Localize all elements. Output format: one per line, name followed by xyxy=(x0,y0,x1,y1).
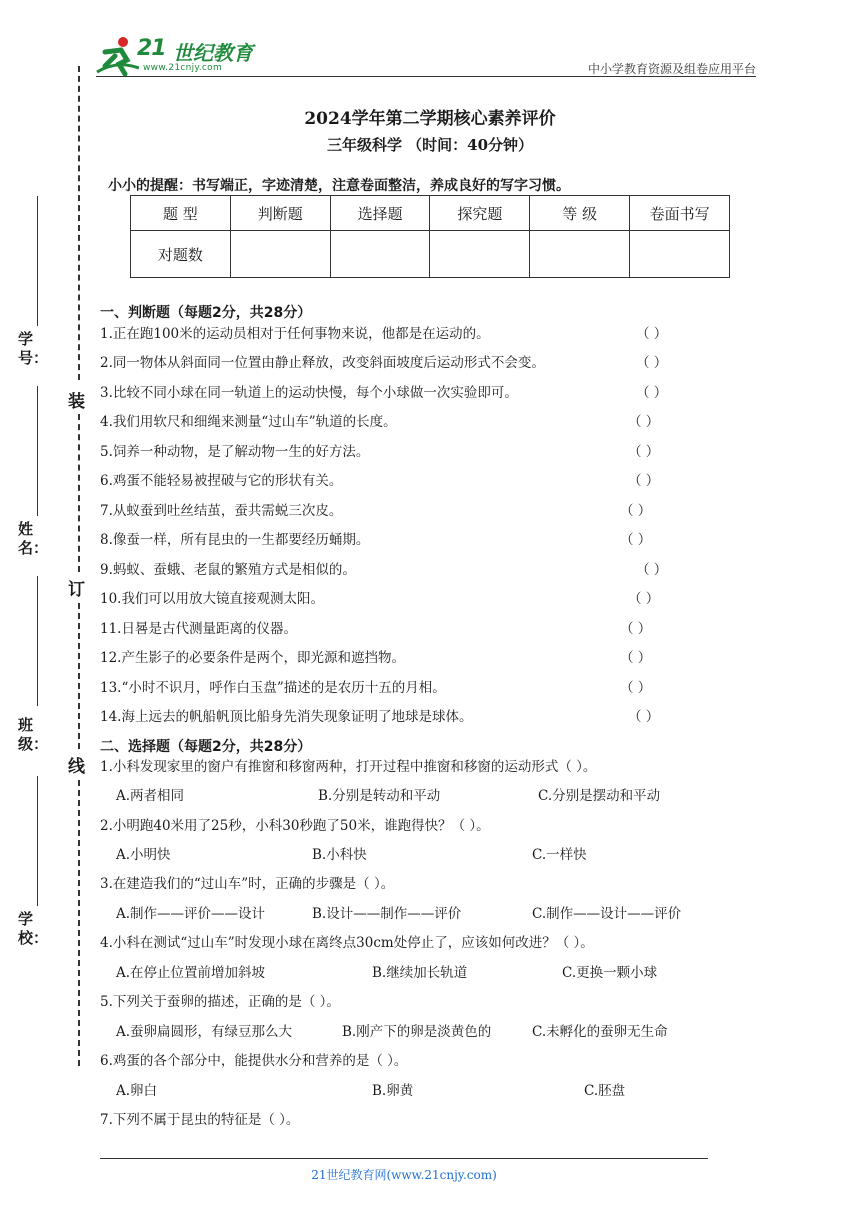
footer-divider xyxy=(100,1158,708,1159)
score-table xyxy=(130,195,730,278)
judgment-question: 12.产生影子的必要条件是两个，即光源和遮挡物。 xyxy=(100,650,405,666)
answer-paren[interactable]: （ ） xyxy=(636,326,668,342)
choice-option[interactable]: B.小科快 xyxy=(312,847,367,863)
choice-option[interactable]: C.一样快 xyxy=(532,847,587,863)
score-cell[interactable] xyxy=(630,231,730,278)
answer-paren[interactable]: （ ） xyxy=(628,591,660,607)
row-label-cell: 对题数 xyxy=(131,231,231,278)
logo-url: www.21cnjy.com xyxy=(143,63,223,73)
choice-question: 1.小科发现家里的窗户有推窗和移窗两种，打开过程中推窗和移窗的运动形式（ ）。 xyxy=(100,759,597,775)
school-write-line[interactable] xyxy=(37,776,38,906)
choice-question: 7.下列不属于昆虫的特征是（ ）。 xyxy=(100,1112,300,1128)
score-cell[interactable] xyxy=(530,231,630,278)
judgment-question: 5.饲养一种动物，是了解动物一生的好方法。 xyxy=(100,444,370,460)
judgment-question: 13.“小时不识月，呼作白玉盘”描述的是农历十五的月相。 xyxy=(100,680,446,696)
page-subtitle: 三年级科学 （时间：40分钟） xyxy=(326,136,534,154)
class-label: 班级： xyxy=(18,716,49,753)
choice-option[interactable]: C.分别是摆动和平动 xyxy=(538,788,661,804)
name-write-line[interactable] xyxy=(37,386,38,516)
school-label: 学校： xyxy=(18,910,49,947)
choice-option[interactable]: B.继续加长轨道 xyxy=(372,965,468,981)
score-cell[interactable] xyxy=(430,231,530,278)
judgment-question: 11.日晷是古代测量距离的仪器。 xyxy=(100,621,297,637)
table-header-cell: 探究题 xyxy=(430,196,530,231)
choice-option[interactable]: A.蚕卵扁圆形，有绿豆那么大 xyxy=(116,1024,293,1040)
logo-number: 21 xyxy=(137,36,166,61)
answer-paren[interactable]: （ ） xyxy=(620,503,652,519)
reminder-text: 小小的提醒：书写端正，字迹清楚，注意卷面整洁，养成良好的写字习惯。 xyxy=(108,178,570,194)
choice-option[interactable]: C.制作——设计——评价 xyxy=(532,906,682,922)
answer-paren[interactable]: （ ） xyxy=(620,680,652,696)
judgment-question: 4.我们用软尺和细绳来测量“过山车”轨道的长度。 xyxy=(100,414,397,430)
judgment-question: 6.鸡蛋不能轻易被捏破与它的形状有关。 xyxy=(100,473,343,489)
table-header-cell: 选择题 xyxy=(330,196,430,231)
table-header-cell: 判断题 xyxy=(230,196,330,231)
judgment-question: 10.我们可以用放大镜直接观测太阳。 xyxy=(100,591,324,607)
platform-name: 中小学教育资源及组卷应用平台 xyxy=(587,62,756,76)
choice-option[interactable]: A.小明快 xyxy=(116,847,171,863)
answer-paren[interactable]: （ ） xyxy=(628,414,660,430)
table-header-cell: 等 级 xyxy=(530,196,630,231)
table-header-cell: 卷面书写 xyxy=(630,196,730,231)
choice-option[interactable]: B.卵黄 xyxy=(372,1083,414,1099)
choice-option[interactable]: C.未孵化的蚕卵无生命 xyxy=(532,1024,668,1040)
section-title-choice: 二、选择题（每题2分，共28分） xyxy=(100,739,312,755)
answer-paren[interactable]: （ ） xyxy=(628,473,660,489)
binding-char: 装 xyxy=(68,392,85,412)
binding-dashed-line xyxy=(78,603,80,749)
table-row xyxy=(131,231,730,278)
score-cell[interactable] xyxy=(330,231,430,278)
page-title: 2024学年第二学期核心素养评价 xyxy=(304,109,556,129)
answer-paren[interactable]: （ ） xyxy=(628,444,660,460)
student-id-write-line[interactable] xyxy=(37,196,38,326)
header-divider xyxy=(96,76,756,77)
choice-option[interactable]: A.在停止位置前增加斜坡 xyxy=(116,965,266,981)
choice-option[interactable]: A.卵白 xyxy=(116,1083,158,1099)
judgment-question: 7.从蚁蚕到吐丝结茧，蚕共需蜕三次皮。 xyxy=(100,503,343,519)
binding-dashed-line xyxy=(78,780,80,1066)
choice-option[interactable]: C.更换一颗小球 xyxy=(562,965,658,981)
table-header-row xyxy=(131,196,730,231)
choice-question: 6.鸡蛋的各个部分中，能提供水分和营养的是（ ）。 xyxy=(100,1053,408,1069)
answer-paren[interactable]: （ ） xyxy=(636,562,668,578)
answer-paren[interactable]: （ ） xyxy=(636,385,668,401)
choice-option[interactable]: A.两者相同 xyxy=(116,788,185,804)
judgment-question: 14.海上远去的帆船帆顶比船身先消失现象证明了地球是球体。 xyxy=(100,709,473,725)
choice-option[interactable]: A.制作——评价——设计 xyxy=(116,906,266,922)
logo-text: 世纪教育 xyxy=(173,41,253,65)
judgment-question: 9.蚂蚁、蚕蛾、老鼠的繁殖方式是相似的。 xyxy=(100,562,356,578)
choice-question: 5.下列关于蚕卵的描述，正确的是（ ）。 xyxy=(100,994,340,1010)
site-logo xyxy=(95,34,265,76)
binding-dashed-line xyxy=(78,66,80,380)
class-write-line[interactable] xyxy=(37,576,38,706)
runner-logo-icon xyxy=(95,34,139,76)
choice-option[interactable]: B.分别是转动和平动 xyxy=(318,788,441,804)
table-header-cell: 题 型 xyxy=(131,196,231,231)
choice-option[interactable]: B.刚产下的卵是淡黄色的 xyxy=(342,1024,492,1040)
judgment-question: 8.像蚕一样，所有昆虫的一生都要经历蛹期。 xyxy=(100,532,370,548)
binding-char: 订 xyxy=(68,580,85,600)
answer-paren[interactable]: （ ） xyxy=(620,650,652,666)
footer-text: 21世纪教育网(www.21cnjy.com) xyxy=(311,1168,497,1182)
binding-char: 线 xyxy=(68,757,85,777)
choice-question: 3.在建造我们的“过山车”时，正确的步骤是（ ）。 xyxy=(100,876,395,892)
choice-question: 2.小明跑40米用了25秒，小科30秒跑了50米，谁跑得快？（ ）。 xyxy=(100,818,490,834)
judgment-question: 1.正在跑100米的运动员相对于任何事物来说，他都是在运动的。 xyxy=(100,326,490,342)
choice-question: 4.小科在测试“过山车”时发现小球在离终点30cm处停止了，应该如何改进？（ ）。 xyxy=(100,935,594,951)
score-cell[interactable] xyxy=(230,231,330,278)
choice-option[interactable]: C.胚盘 xyxy=(584,1083,626,1099)
judgment-question: 3.比较不同小球在同一轨道上的运动快慢，每个小球做一次实验即可。 xyxy=(100,385,518,401)
judgment-question: 2.同一物体从斜面同一位置由静止释放，改变斜面坡度后运动形式不会变。 xyxy=(100,355,545,371)
student-id-label: 学号： xyxy=(18,330,49,367)
name-label: 姓名： xyxy=(18,520,49,557)
choice-option[interactable]: B.设计——制作——评价 xyxy=(312,906,462,922)
answer-paren[interactable]: （ ） xyxy=(620,532,652,548)
binding-dashed-line xyxy=(78,414,80,572)
answer-paren[interactable]: （ ） xyxy=(620,621,652,637)
section-title-judgment: 一、判断题（每题2分，共28分） xyxy=(100,305,312,321)
answer-paren[interactable]: （ ） xyxy=(628,709,660,725)
answer-paren[interactable]: （ ） xyxy=(636,355,668,371)
